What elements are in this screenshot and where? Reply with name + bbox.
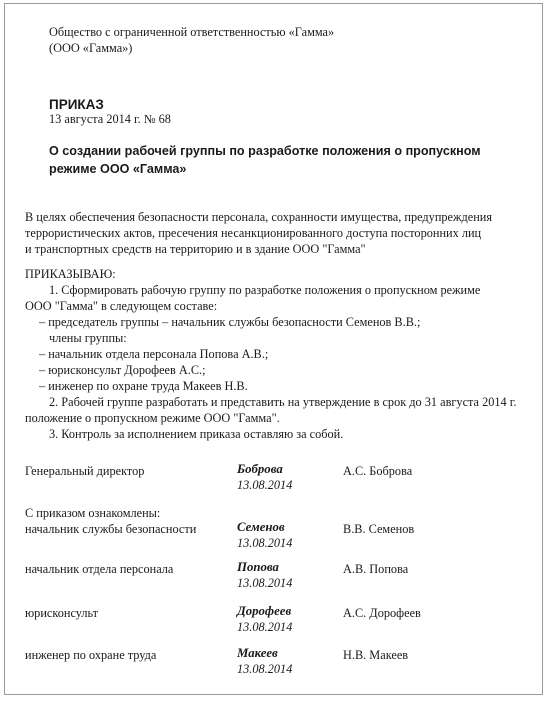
acquainted-position: начальник отдела персонала (25, 562, 174, 576)
acquainted-signature: Макеев (237, 646, 278, 660)
body-line: 2. Рабочей группе разработать и представить на утверждение в срок до 31 августа 2014 г. (49, 395, 517, 409)
acquainted-signature-date: 13.08.2014 (237, 536, 293, 550)
order-subject-line1: О создании рабочей группы по разработке положения о пропускном (49, 144, 481, 158)
body-line: – председатель группы – начальник службы безопасности Семенов В.В.; (39, 315, 421, 329)
order-title: ПРИКАЗ (49, 97, 104, 112)
preamble-line: и транспортных средств на территорию и в здание ООО "Гамма" (25, 242, 366, 256)
acquainted-signature-date: 13.08.2014 (237, 620, 293, 634)
body-line: – начальник отдела персонала Попова А.В.; (39, 347, 269, 361)
acquainted-signature: Попова (237, 560, 279, 574)
body-line: 3. Контроль за исполнением приказа оставляю за собой. (49, 427, 344, 441)
order-document (4, 3, 543, 695)
acquainted-name: Н.В. Макеев (343, 648, 409, 662)
acquainted-position: инженер по охране труда (25, 648, 157, 662)
body-line: 1. Сформировать рабочую группу по разработке положения о пропускном режиме (49, 283, 481, 297)
body-line: ООО "Гамма" в следующем составе: (25, 299, 218, 313)
director-signature-date: 13.08.2014 (237, 478, 293, 492)
preamble-line: террористических актов, пресечения несанкционированного доступа посторонних лиц (25, 226, 482, 240)
body-line: положение о пропускном режиме ООО "Гамма". (25, 411, 280, 425)
acquainted-signature-date: 13.08.2014 (237, 576, 293, 590)
body-line: – юрисконсульт Дорофеев А.С.; (39, 363, 206, 377)
org-short-name: (ООО «Гамма») (49, 41, 133, 55)
acquainted-signature-date: 13.08.2014 (237, 662, 293, 676)
acquainted-name: А.В. Попова (343, 562, 409, 576)
order-date-number: 13 августа 2014 г. № 68 (49, 112, 171, 126)
director-signature: Боброва (237, 462, 283, 476)
acquainted-position: юрисконсульт (25, 606, 99, 620)
acquainted-label: С приказом ознакомлены: (25, 506, 161, 520)
acquainted-name: А.С. Дорофеев (343, 606, 421, 620)
order-subject-line2: режиме ООО «Гамма» (49, 162, 187, 176)
acquainted-position: начальник службы безопасности (25, 522, 197, 536)
preamble-line: В целях обеспечения безопасности персонала, сохранности имущества, предупреждения (25, 210, 493, 224)
acquainted-name: В.В. Семенов (343, 522, 415, 536)
body-line: члены группы: (49, 331, 127, 345)
directive: ПРИКАЗЫВАЮ: (25, 267, 116, 281)
acquainted-signature: Дорофеев (237, 604, 292, 618)
body-line: – инженер по охране труда Макеев Н.В. (39, 379, 248, 393)
org-full-name: Общество с ограниченной ответственностью «Гамма» (49, 25, 335, 39)
director-position: Генеральный директор (25, 464, 145, 478)
director-name: А.С. Боброва (343, 464, 413, 478)
acquainted-signature: Семенов (237, 520, 285, 534)
